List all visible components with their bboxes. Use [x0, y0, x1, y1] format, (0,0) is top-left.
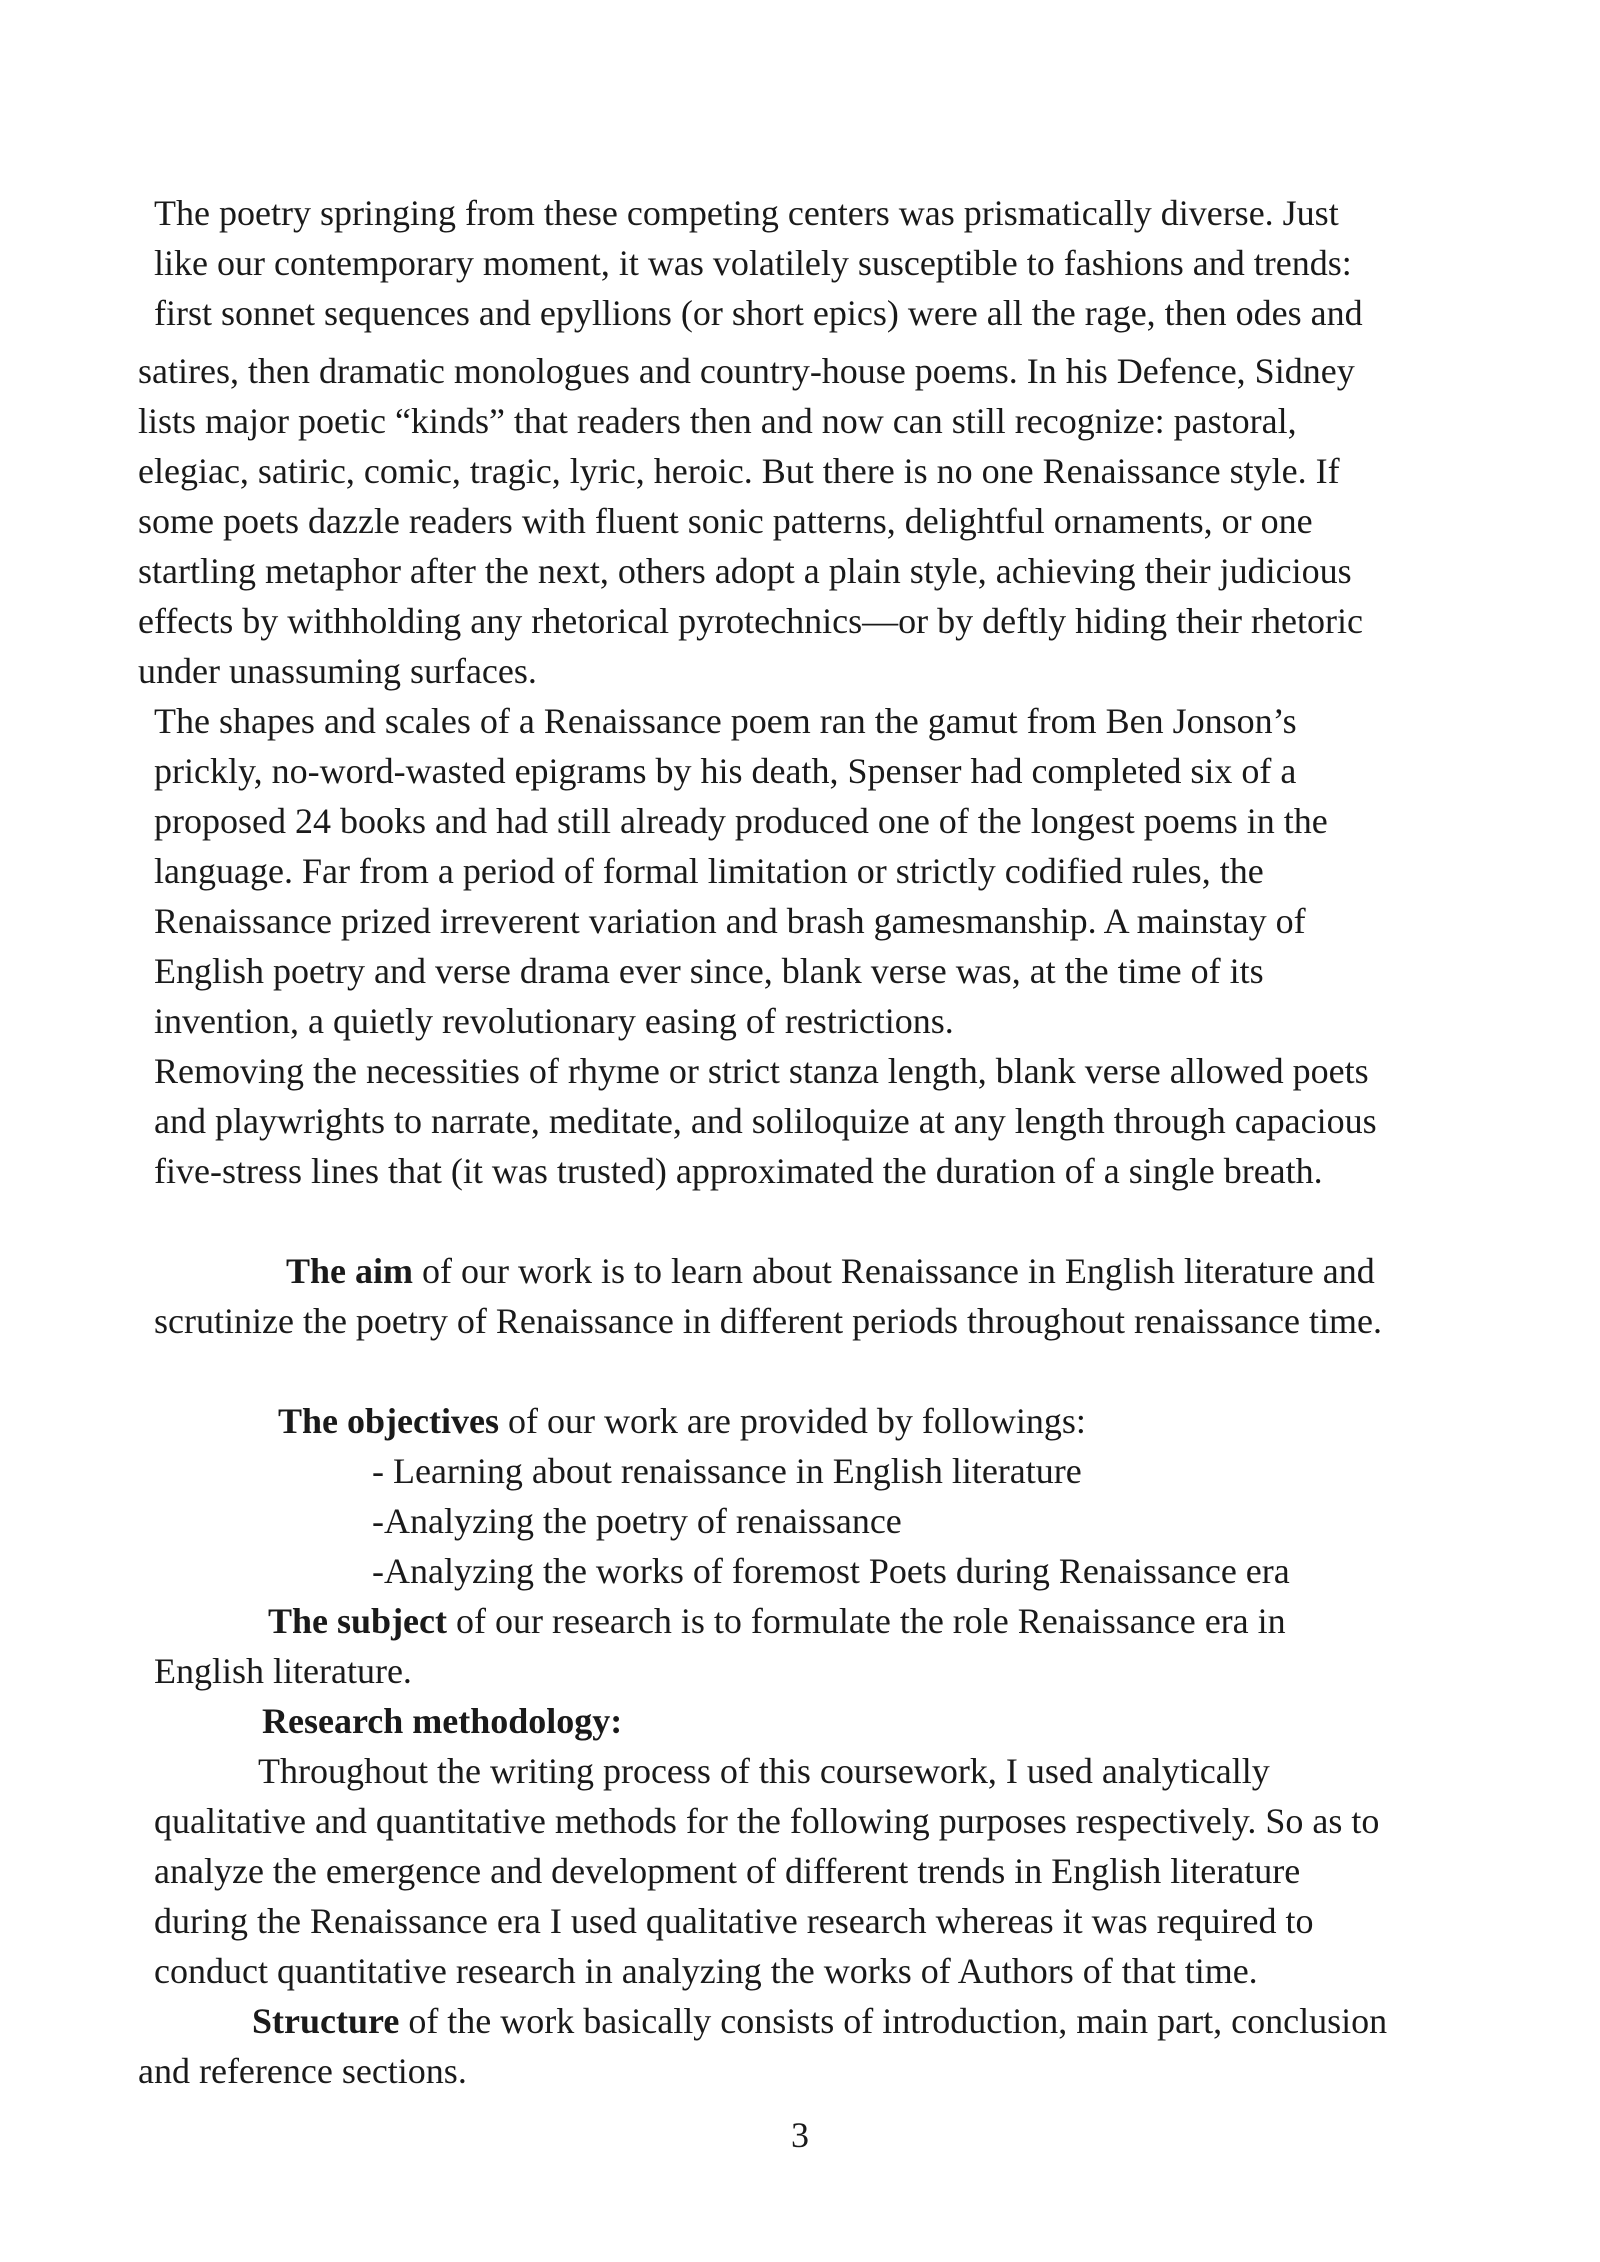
objective-item: -Analyzing the works of foremost Poets during Renaissance era [372, 1551, 1290, 1591]
methodology-line: during the Renaissance era I used qualitative research whereas it was required to [154, 1901, 1314, 1941]
methodology-line: conduct quantitative research in analyzing the works of Authors of that time. [154, 1951, 1258, 1991]
paragraph-2-line: elegiac, satiric, comic, tragic, lyric, heroic. But there is no one Renaissance style. If [138, 451, 1340, 491]
paragraph-1-line: The poetry springing from these competing centers was prismatically diverse. Just [154, 193, 1339, 233]
methodology-line: qualitative and quantitative methods for the following purposes respectively. So as to [154, 1801, 1380, 1841]
paragraph-3-line: five-stress lines that (it was trusted) approximated the duration of a single breath. [154, 1151, 1323, 1191]
paragraph-2-line: under unassuming surfaces. [138, 651, 537, 691]
paragraph-3-line: The shapes and scales of a Renaissance poem ran the gamut from Ben Jonson’s [154, 701, 1297, 741]
objective-item: -Analyzing the poetry of renaissance [372, 1501, 902, 1541]
aim-line [286, 1246, 1375, 1296]
paragraph-3-line: proposed 24 books and had still already produced one of the longest poems in the [154, 801, 1328, 841]
paragraph-2-line: some poets dazzle readers with fluent sonic patterns, delightful ornaments, or one [138, 501, 1313, 541]
paragraph-1-line: first sonnet sequences and epyllions (or short epics) were all the rage, then odes and [154, 293, 1363, 333]
paragraph-3-line: invention, a quietly revolutionary easing of restrictions. [154, 1001, 954, 1041]
subject-text: of our research is to formulate the role Renaissance era in [447, 1601, 1286, 1641]
structure-line: and reference sections. [138, 2051, 467, 2091]
paragraph-2-line: startling metaphor after the next, others adopt a plain style, achieving their judicious [138, 551, 1352, 591]
aim-line: scrutinize the poetry of Renaissance in different periods throughout renaissance time. [154, 1301, 1382, 1341]
paragraph-3-line: Renaissance prized irreverent variation and brash gamesmanship. A mainstay of [154, 901, 1306, 941]
paragraph-3-line: English poetry and verse drama ever since, blank verse was, at the time of its [154, 951, 1264, 991]
subject-line: English literature. [154, 1651, 412, 1691]
paragraph-1-line: like our contemporary moment, it was volatilely susceptible to fashions and trends: [154, 243, 1352, 283]
methodology-line: Throughout the writing process of this coursework, I used analytically [258, 1751, 1270, 1791]
subject-line [268, 1596, 1286, 1646]
paragraph-3-line: language. Far from a period of formal limitation or strictly codified rules, the [154, 851, 1264, 891]
aim-text: of our work is to learn about Renaissance in English literature and [413, 1251, 1375, 1291]
paragraph-3-line: Removing the necessities of rhyme or strict stanza length, blank verse allowed poets [154, 1051, 1369, 1091]
paragraph-3-line: prickly, no-word-wasted epigrams by his death, Spenser had completed six of a [154, 751, 1297, 791]
aim-label: The aim [286, 1251, 414, 1291]
structure-text: of the work basically consists of introduction, main part, conclusion [399, 2001, 1388, 2041]
paragraph-3-line: and playwrights to narrate, meditate, and soliloquize at any length through capacious [154, 1101, 1377, 1141]
methodology-line: analyze the emergence and development of different trends in English literature [154, 1851, 1301, 1891]
objectives-label: The objectives [278, 1401, 499, 1441]
objectives-line [278, 1396, 1086, 1446]
objective-item: - Learning about renaissance in English literature [372, 1451, 1082, 1491]
subject-label: The subject [268, 1601, 447, 1641]
paragraph-2-line: effects by withholding any rhetorical pyrotechnics—or by deftly hiding their rhetoric [138, 601, 1363, 641]
structure-label: Structure [252, 2001, 400, 2041]
page-number: 3 [791, 2115, 809, 2155]
objectives-intro: of our work are provided by followings: [498, 1401, 1086, 1441]
methodology-heading: Research methodology: [262, 1701, 623, 1741]
paragraph-2-line: lists major poetic “kinds” that readers then and now can still recognize: pastoral, [138, 401, 1297, 441]
paragraph-2-line: satires, then dramatic monologues and country-house poems. In his Defence, Sidney [138, 351, 1355, 391]
structure-line [252, 1996, 1387, 2046]
